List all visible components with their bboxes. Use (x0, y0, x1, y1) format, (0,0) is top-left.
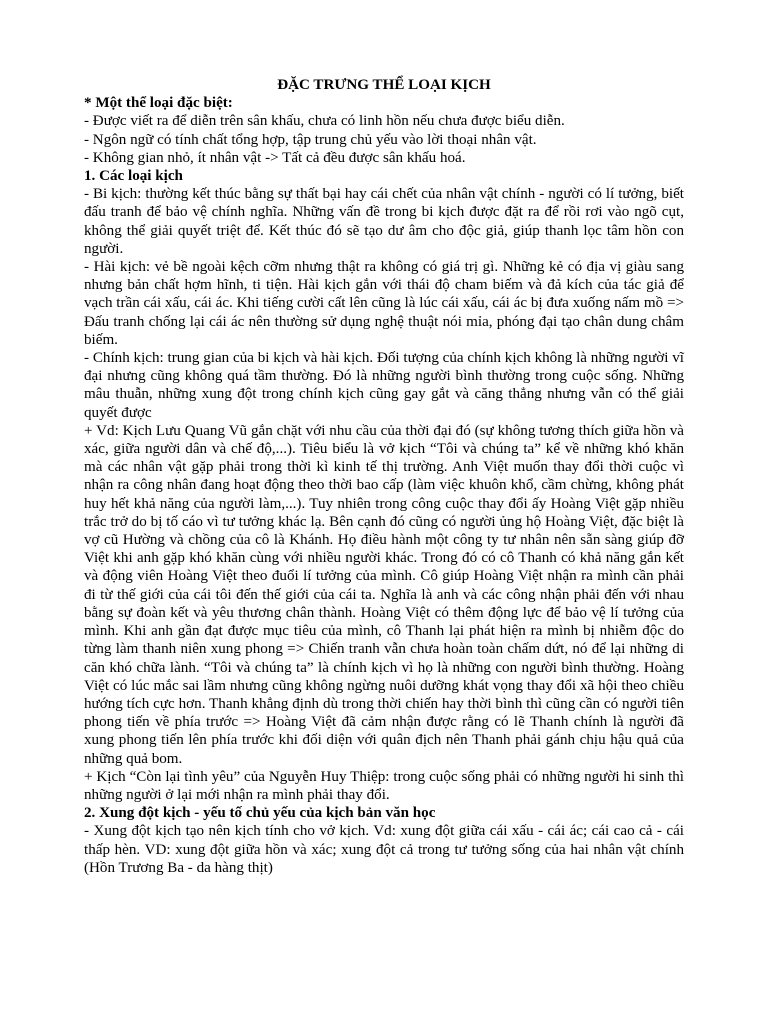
paragraph-comedy: - Hài kịch: vẻ bề ngoài kệch cỡm nhưng thật ra không có giá trị gì. Những kẻ có địa vị giàu sang nhưng bản chất hợm hĩnh, ti tiện. Hài kịch gắn với thái độ cham biếm và đả kích của tác giả để vạch trần cái xấu, cái ác. Khi tiếng cười cất lên cũng là lúc cái xấu, cái ác bị đưa xuống nấm mồ => Đấu tranh chống lại cái ác nên thường sử dụng nghệ thuật nói mỉa, phóng đại tạo chân dung châm biếm. (84, 259, 684, 348)
paragraph: - Không gian nhỏ, ít nhân vật -> Tất cả đều được sân khấu hoá. (84, 149, 466, 166)
paragraph-conflict: - Xung đột kịch tạo nên kịch tính cho vở kịch. Vd: xung đột giữa cái xấu - cái ác; cái cao cả - cái thấp hèn. VD: xung đột giữa hồn và xác; xung đột cả trong tư tưởng sống của hai nhân vật chính (Hồn Trương Ba - da hàng thịt) (84, 823, 684, 876)
paragraph: - Ngôn ngữ có tính chất tổng hợp, tập trung chủ yếu vào lời thoại nhân vật. (84, 131, 537, 148)
document-title: ĐẶC TRƯNG THỂ LOẠI KỊCH (277, 77, 491, 93)
paragraph-example-luu-quang-vu: + Vd: Kịch Lưu Quang Vũ gắn chặt với nhu cầu của thời đại đó (sự không tương thích giữa hồn và xác, giữa người dân và chế độ,...). Tiêu biểu là vở kịch “Tôi và chúng ta” kể về những khó khăn mà các nhân vật gặp phải trong thời kì kinh tế thị trường. Anh Việt muốn thay đổi thời cuộc vì nhận ra công nhân đang hoạt động theo thời bao cấp (làm việc khuôn khổ, cầm chừng, không phát huy hết khả năng của người làm,...). Tuy nhiên trong công cuộc thay đổi ấy Hoàng Việt gặp nhiều trắc trở do bị tố cáo vì tư tưởng khác lạ. Bên cạnh đó cũng có người ủng hộ Hoàng Việt, đặc biệt là vợ cũ Hường và chồng của cô là Khánh. Họ điều hành một công ty tư nhân nên sẵn sàng giúp đỡ Việt khi anh gặp khó khăn cùng với nhiều người khác. Trong đó có cô Thanh có khả năng gắn kết và động viên Hoàng Việt theo đuổi lí tưởng của mình. Cô giúp Hoàng Việt nhận ra mình cần phải đi từ thế giới của cái tôi đến thế giới của cái ta. Nghĩa là anh và các công nhận phải đến với nhau bằng sự đoàn kết và yêu thương chân thành. Hoàng Việt có thêm động lực để bảo vệ lí tưởng của mình. Khi anh gần đạt được mục tiêu của mình, cô Thanh lại phát hiện ra mình bị nhiễm độc do từng làm thanh niên xung phong => Chiến tranh vẫn chưa hoàn toàn chấm dứt, nó để lại những di căn khó chữa lành. “Tôi và chúng ta” là chính kịch vì họ là những con người bình thường. Hoàng Việt có lúc mắc sai lầm nhưng cũng không ngừng nuôi dưỡng khát vọng thay đổi xã hội theo chiều hướng tích cực hơn. Thanh khẳng định dù trong thời chiến hay thời bình thì cũng cần có người tiên phong tiến về phía trước => Hoàng Việt đã cảm nhận được rằng có lẽ Thanh chính là người đã xung phong tiến lên phía trước khi đối diện với quân địch nên Thanh phải gánh chịu hậu quả của những quả bom. (84, 422, 684, 767)
section-heading-types-of-drama: 1. Các loại kịch (84, 168, 183, 185)
paragraph: - Được viết ra để diễn trên sân khấu, chưa có linh hồn nếu chưa được biểu diễn. (84, 113, 565, 130)
document-page (84, 76, 684, 877)
section-heading-special-genre: * Một thể loại đặc biệt: (84, 95, 233, 112)
section-heading-dramatic-conflict: 2. Xung đột kịch - yếu tố chủ yếu của kịch bản văn học (84, 805, 436, 822)
paragraph-example-nguyen-huy-thiep: + Kịch “Còn lại tình yêu” của Nguyễn Huy Thiệp: trong cuộc sống phải có những người hi sinh thì những người ở lại mới nhận ra mình phải thay đổi. (84, 768, 684, 803)
paragraph-drama: - Chính kịch: trung gian của bi kịch và hài kịch. Đối tượng của chính kịch không là những người vĩ đại nhưng cũng không quá tầm thường. Đó là những người bình thường trong cuộc sống. Những mâu thuẫn, những xung đột trong chính kịch cũng gay gắt và căng thẳng nhưng vẫn có thể giải quyết được (84, 350, 684, 421)
paragraph-tragedy: - Bi kịch: thường kết thúc bằng sự thất bại hay cái chết của nhân vật chính - người có lí tưởng, biết đấu tranh để bảo vệ chính nghĩa. Những vấn đề trong bi kịch được đặt ra để rồi rơi vào ngõ cụt, không thể giải quyết triệt để. Kết thúc đó sẽ tạo dư âm cho độc giả, giúp thanh lọc tâm hồn con người. (84, 186, 684, 257)
